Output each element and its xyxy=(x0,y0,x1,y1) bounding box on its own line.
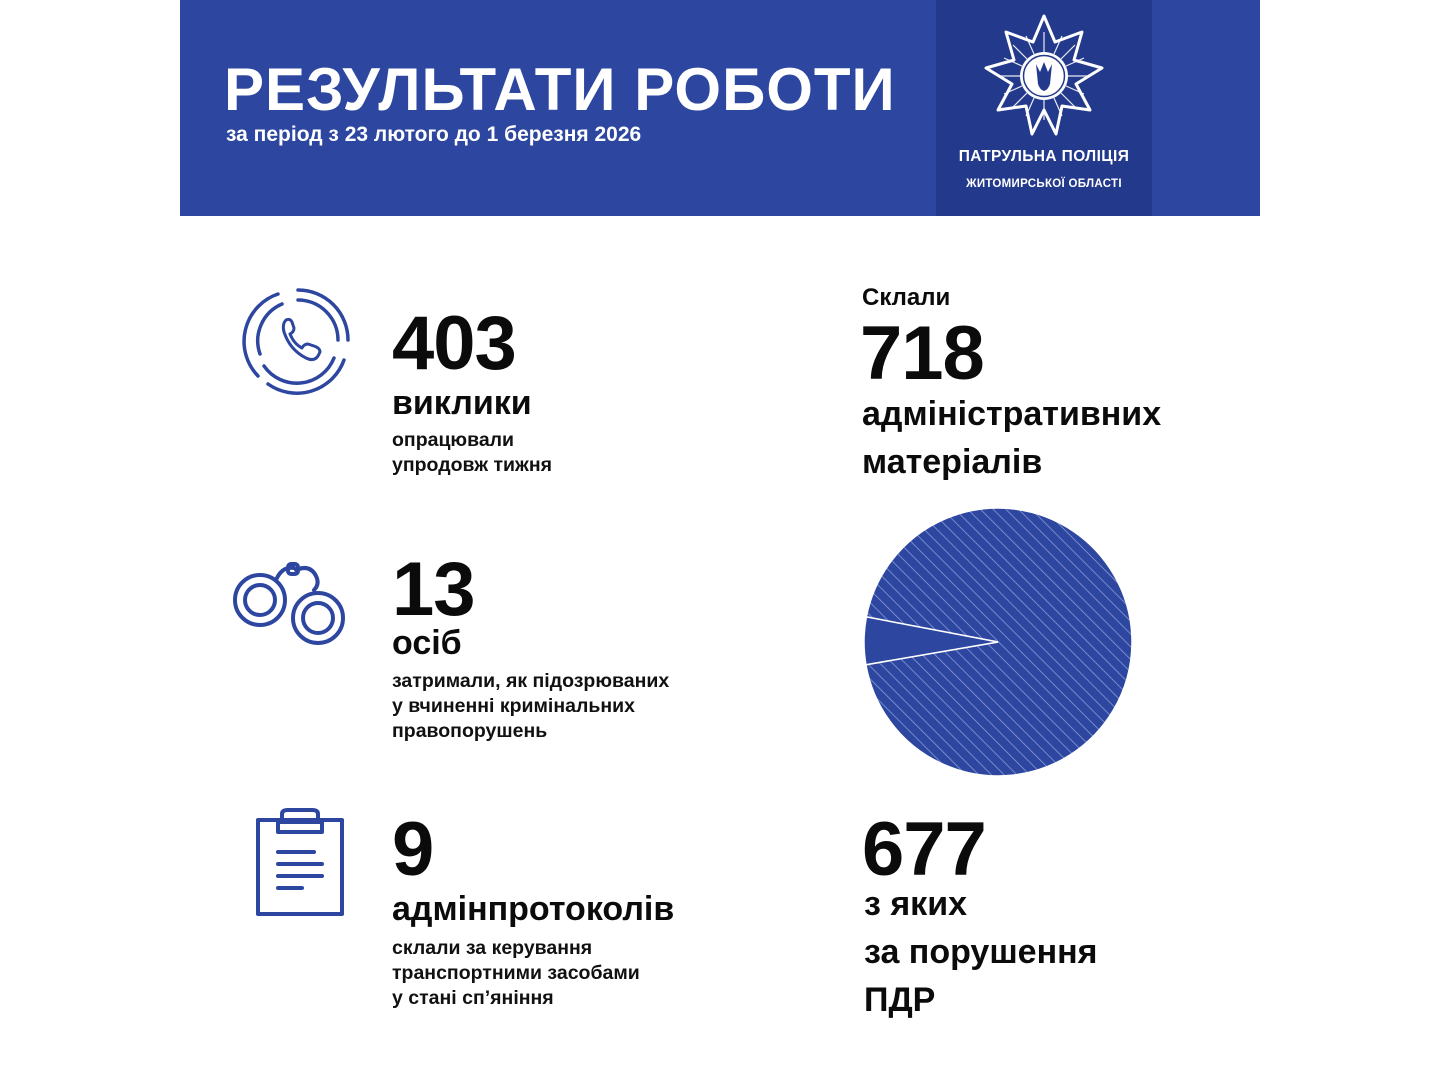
admin-materials-value: 718 xyxy=(860,311,984,396)
detained-description-line: правопорушень xyxy=(392,720,548,742)
police-star-emblem-icon xyxy=(980,12,1108,140)
calls-unit: виклики xyxy=(392,384,532,422)
protocols-value: 9 xyxy=(392,807,434,892)
phone-icon xyxy=(238,284,358,396)
protocols-description-line: транспортними засобами xyxy=(392,962,640,984)
detained-description-line: у вчиненні кримінальних xyxy=(392,695,635,717)
detained-description xyxy=(392,669,669,744)
calls-value: 403 xyxy=(392,301,516,386)
traffic-unit-line: ПДР xyxy=(864,981,936,1019)
admin-materials-unit xyxy=(862,390,1161,486)
page-title: РЕЗУЛЬТАТИ РОБОТИ xyxy=(224,56,896,123)
protocols-description-line: у стані сп’яніння xyxy=(392,987,554,1009)
period-subtitle: за період з 23 лютого до 1 березня 2026 xyxy=(226,123,642,146)
detained-value: 13 xyxy=(392,547,475,632)
protocols-description xyxy=(392,936,640,1011)
handcuffs-icon xyxy=(230,558,350,654)
admin-materials-pie-chart xyxy=(860,504,1136,780)
admin-materials-prefix: Склали xyxy=(862,284,951,311)
traffic-unit xyxy=(864,880,1098,1024)
calls-description xyxy=(392,428,552,478)
logo-panel xyxy=(936,0,1152,216)
detained-description-line: затримали, як підозрюваних xyxy=(392,670,670,692)
calls-description-line: опрацювали xyxy=(392,429,515,451)
protocols-description-line: склали за керування xyxy=(392,937,593,959)
org-name: ПАТРУЛЬНА ПОЛІЦІЯ xyxy=(958,148,1130,165)
clipboard-icon xyxy=(252,806,348,922)
admin-materials-unit-line: адміністративних xyxy=(862,395,1162,433)
calls-description-line: упродовж тижня xyxy=(392,454,552,476)
traffic-value: 677 xyxy=(862,807,986,892)
protocols-unit: адмінпротоколів xyxy=(392,890,675,928)
traffic-unit-line: за порушення xyxy=(864,933,1098,971)
traffic-unit-line: з яких xyxy=(864,885,968,923)
header-banner xyxy=(180,0,1260,216)
admin-materials-unit-line: матеріалів xyxy=(862,443,1043,481)
detained-unit: осіб xyxy=(392,624,462,662)
org-region: ЖИТОМИРСЬКОЇ ОБЛАСТІ xyxy=(966,178,1122,190)
